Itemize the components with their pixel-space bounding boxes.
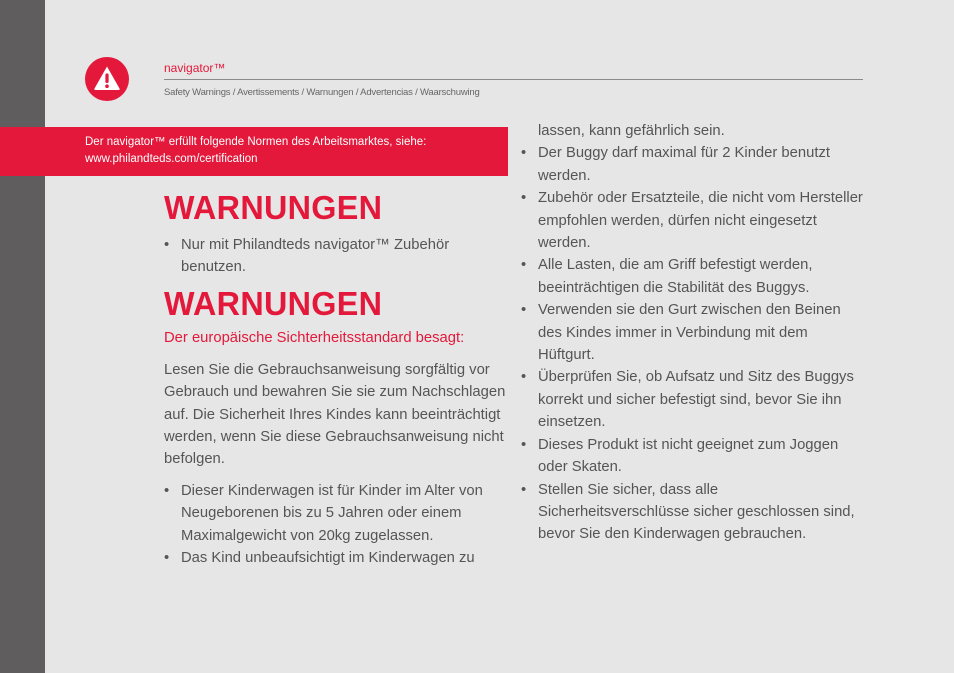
header-subtitle: Safety Warnings / Avertissements / Warnungen / Advertencias / Waarschuwing [164,87,480,98]
warning-list [521,120,866,546]
warning-list [164,234,509,279]
header-divider [164,79,863,80]
list-item: • Alle Lasten, die am Griff befestigt werden, beeinträchtigen die Stabilität des Buggys. [521,254,866,299]
certification-banner [0,127,508,176]
left-edge-strip [0,0,45,673]
intro-paragraph: Lesen Sie die Gebrauchsanweisung sorgfältig vor Gebrauch und bewahren Sie sie zum Nachschlagen auf. Die Sicherheit Ihres Kindes kann beeinträchtigt werden, wenn Sie diese Gebrauchsanweisung nicht befolgen. [164,361,506,468]
brand-name: navigator™ [164,61,226,75]
continuation-text: lassen, kann gefährlich sein. [538,123,725,139]
list-item: • Überprüfen Sie, ob Aufsatz und Sitz des Buggys korrekt und sicher befestigt sind, bevor Sie ihn einsetzen. [521,366,866,433]
standard-label: Der europäische Sichterheitsstandard besagt: [164,329,465,346]
certification-link[interactable]: www.philandteds.com/certification [85,153,258,165]
list-item: • Der Buggy darf maximal für 2 Kinder benutzt werden. [521,142,866,187]
warning-triangle-icon [85,57,129,101]
right-column [521,120,866,546]
section-heading: WARNUNGEN [164,189,383,226]
left-column [164,190,509,569]
list-item: • Dieses Produkt ist nicht geeignet zum Joggen oder Skaten. [521,434,866,479]
section-heading: WARNUNGEN [164,284,383,322]
list-item: • Nur mit Philandteds navigator™ Zubehör benutzen. [164,234,509,279]
warning-list [164,480,509,570]
banner-line-1: Der navigator™ erfüllt folgende Normen des Arbeitsmarktes, siehe: [85,136,427,148]
list-item: • Dieser Kinderwagen ist für Kinder im Alter von Neugeborenen bis zu 5 Jahren oder einem Maximalgewicht von 20kg zugelassen. [164,480,509,547]
list-item: • Das Kind unbeaufsichtigt im Kinderwagen zu [164,547,509,569]
list-item: • Zubehör oder Ersatzteile, die nicht vom Hersteller empfohlen werden, dürfen nicht eingesetzt werden. [521,187,866,254]
list-item: • Verwenden sie den Gurt zwischen den Beinen des Kindes immer in Verbindung mit dem Hüftgurt. [521,299,866,366]
list-item-continuation [521,120,866,142]
list-item: • Stellen Sie sicher, dass alle Sicherheitsverschlüsse sicher geschlossen sind, bevor Sie den Kinderwagen gebrauchen. [521,479,866,546]
